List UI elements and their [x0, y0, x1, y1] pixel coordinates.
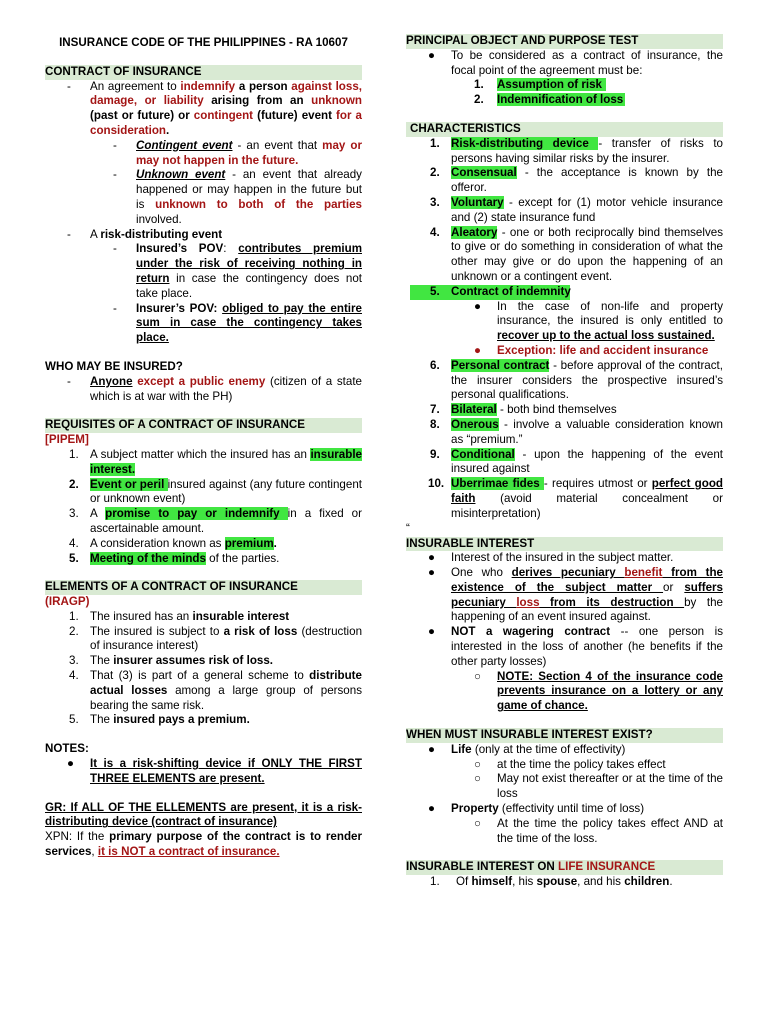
list-item-char-1: 1. Risk-distributing device - transfer of risks to persons having similar risks by the insurer. — [430, 136, 723, 165]
list-item-char-5: 5. Contract of indemnity — [406, 285, 723, 300]
list-item-indemnification-of-loss: 2. Indemnification of loss — [474, 93, 624, 107]
heading-life-insurance-interest: INSURABLE INTEREST ON LIFE INSURANCE — [406, 860, 723, 875]
list-item-requisite-1: 1. A subject matter which the insured has an insurable interest. — [69, 447, 362, 476]
list-item-element-5: 5. The insured pays a premium. — [69, 713, 250, 727]
general-rule-note: GR: If ALL OF THE ELLEMENTS are present, it is a risk-distributing device (contract of insurance) — [45, 800, 362, 829]
list-item-risk-distributing-event: - A risk-distributing event — [67, 227, 223, 241]
list-item-property: ● Property (effectivity until time of loss) — [428, 802, 645, 816]
list-item-char-2: 2. Consensual - the acceptance is known by the offeror. — [430, 166, 723, 195]
list-item-anyone: - Anyone except a public enemy (citizen of a state which is at war with the PH) — [67, 374, 362, 403]
list-item-char-10: 10. Uberrimae fides - requires utmost or perfect good faith (avoid material concealment or misinterpretation) — [428, 477, 724, 520]
list-item-insured-pov: - Insured’s POV: contributes premium under the risk of receiving nothing in return in case the contingency does not take place. — [113, 242, 362, 300]
heading-who-may-be-insured: WHO MAY BE INSURED? — [45, 359, 183, 373]
list-item-char-3: 3. Voluntary - except for (1) motor vehicle insurance and (2) state insurance fund — [430, 195, 723, 224]
list-item-agreement: - An agreement to indemnify a person against loss, damage, or liability arising from an unknown (past or future) or contingent (future) event for a consideration. — [67, 79, 362, 137]
heading-insurable-interest: INSURABLE INTEREST — [406, 537, 723, 552]
list-item-risk-shifting-note: ● It is a risk-shifting device if ONLY THE FIRST THREE ELEMENTS are present. — [67, 757, 362, 785]
list-item-property-1: ○ At the time the policy takes effect AND at the time of the loss. — [474, 816, 723, 845]
list-item-ii-1: ● Interest of the insured in the subject matter. — [428, 551, 674, 565]
list-item-requisite-3: 3. A promise to pay or indemnify in a fixed or ascertainable amount. — [69, 507, 362, 535]
list-item-element-1: 1. The insured has an insurable interest — [69, 609, 290, 623]
heading-characteristics: CHARACTERISTICS — [406, 122, 723, 137]
heading-elements: ELEMENTS OF A CONTRACT OF INSURANCE — [45, 580, 362, 595]
heading-principal-object-test: PRINCIPAL OBJECT AND PURPOSE TEST — [406, 34, 723, 49]
page-title: INSURANCE CODE OF THE PHILIPPINES - RA 10607 — [59, 36, 348, 49]
heading-requisites: REQUISITES OF A CONTRACT OF INSURANCE — [45, 418, 362, 433]
list-item-ii-3: ● NOT a wagering contract -- one person is interested in the loss of another (he benefits if the other party losses) — [428, 625, 723, 668]
list-item-char-9: 9. Conditional - upon the happening of the event insured against — [430, 447, 723, 476]
list-item-requisite-5: 5. Meeting of the minds of the parties. — [69, 551, 280, 565]
list-item-char-6: 6. Personal contract - before approval of the contract, the insurer considers the prospective insured’s personal qualifications. — [430, 358, 723, 402]
left-column — [45, 34, 362, 860]
list-item-unknown-event: - Unknown event - an event that already happened or may happen in the future but is unknown to both of the parties involved. — [113, 168, 363, 226]
list-item-insurer-pov: - Insurer’s POV: obliged to pay the entire sum in case the contingency takes place. — [113, 301, 362, 345]
list-item-life-2: ○ May not exist thereafter or at the time of the loss — [474, 772, 723, 801]
acronym-iragp: (IRAGP) — [45, 595, 90, 609]
heading-contract-of-insurance: CONTRACT OF INSURANCE — [45, 65, 362, 80]
stray-quote: “ — [406, 521, 410, 535]
acronym-pipem: [PIPEM] — [45, 433, 89, 447]
heading-notes: NOTES: — [45, 742, 89, 756]
list-item-life-1: ○ at the time the policy takes effect — [474, 757, 666, 771]
list-item-char-5a: ● In the case of non-life and property insurance, the insured is only entitled to recover up to the actual loss sustained. — [474, 299, 723, 343]
list-item-assumption-of-risk: 1. Assumption of risk — [406, 78, 723, 93]
list-item-char-8: 8. Onerous - involve a valuable consideration known as “premium.” — [430, 417, 723, 446]
list-item-char-4: 4. Aleatory - one or both reciprocally bind themselves to give or do something in consideration of what the other may give or do upon the happening of an unknown or a contingent event. — [430, 225, 723, 283]
list-item-requisite-4: 4. A consideration known as premium. — [69, 536, 277, 550]
list-item-contingent-event: - Contingent event - an event that may or may not happen in the future. — [113, 138, 362, 167]
list-item-requisite-2: 2. Event or peril insured against (any future contingent or unknown event) — [69, 477, 362, 506]
list-item-char-5b: ● Exception: life and accident insurance — [474, 343, 709, 357]
list-item-life-insurance-1: 1. Of himself, his spouse, and his children. — [430, 875, 673, 889]
list-item-section-4-note: ○ NOTE: Section 4 of the insurance code prevents insurance on a lottery or any game of chance. — [474, 669, 723, 713]
list-item-ii-2: ● One who derives pecuniary benefit from the existence of the subject matter or suffers pecuniary loss from its destruction by the happening of an event insured against. — [428, 566, 723, 624]
list-item-life: ● Life (only at the time of effectivity) — [428, 742, 626, 756]
right-column — [406, 34, 723, 890]
list-item-element-2: 2. The insured is subject to a risk of loss (destruction of insurance interest) — [69, 624, 363, 653]
exception-note: XPN: If the primary purpose of the contract is to render services, it is NOT a contract of insurance. — [45, 830, 362, 859]
list-item-focal-point: ● To be considered as a contract of insurance, the focal point of the agreement must be: — [428, 48, 723, 77]
heading-when-must-interest-exist: WHEN MUST INSURABLE INTEREST EXIST? — [406, 728, 723, 743]
list-item-char-7: 7. Bilateral - both bind themselves — [430, 403, 617, 417]
list-item-element-4: 4. That (3) is part of a general scheme to distribute actual losses among a large group of persons bearing the same risk. — [69, 669, 362, 712]
list-item-element-3: 3. The insurer assumes risk of loss. — [69, 654, 274, 668]
